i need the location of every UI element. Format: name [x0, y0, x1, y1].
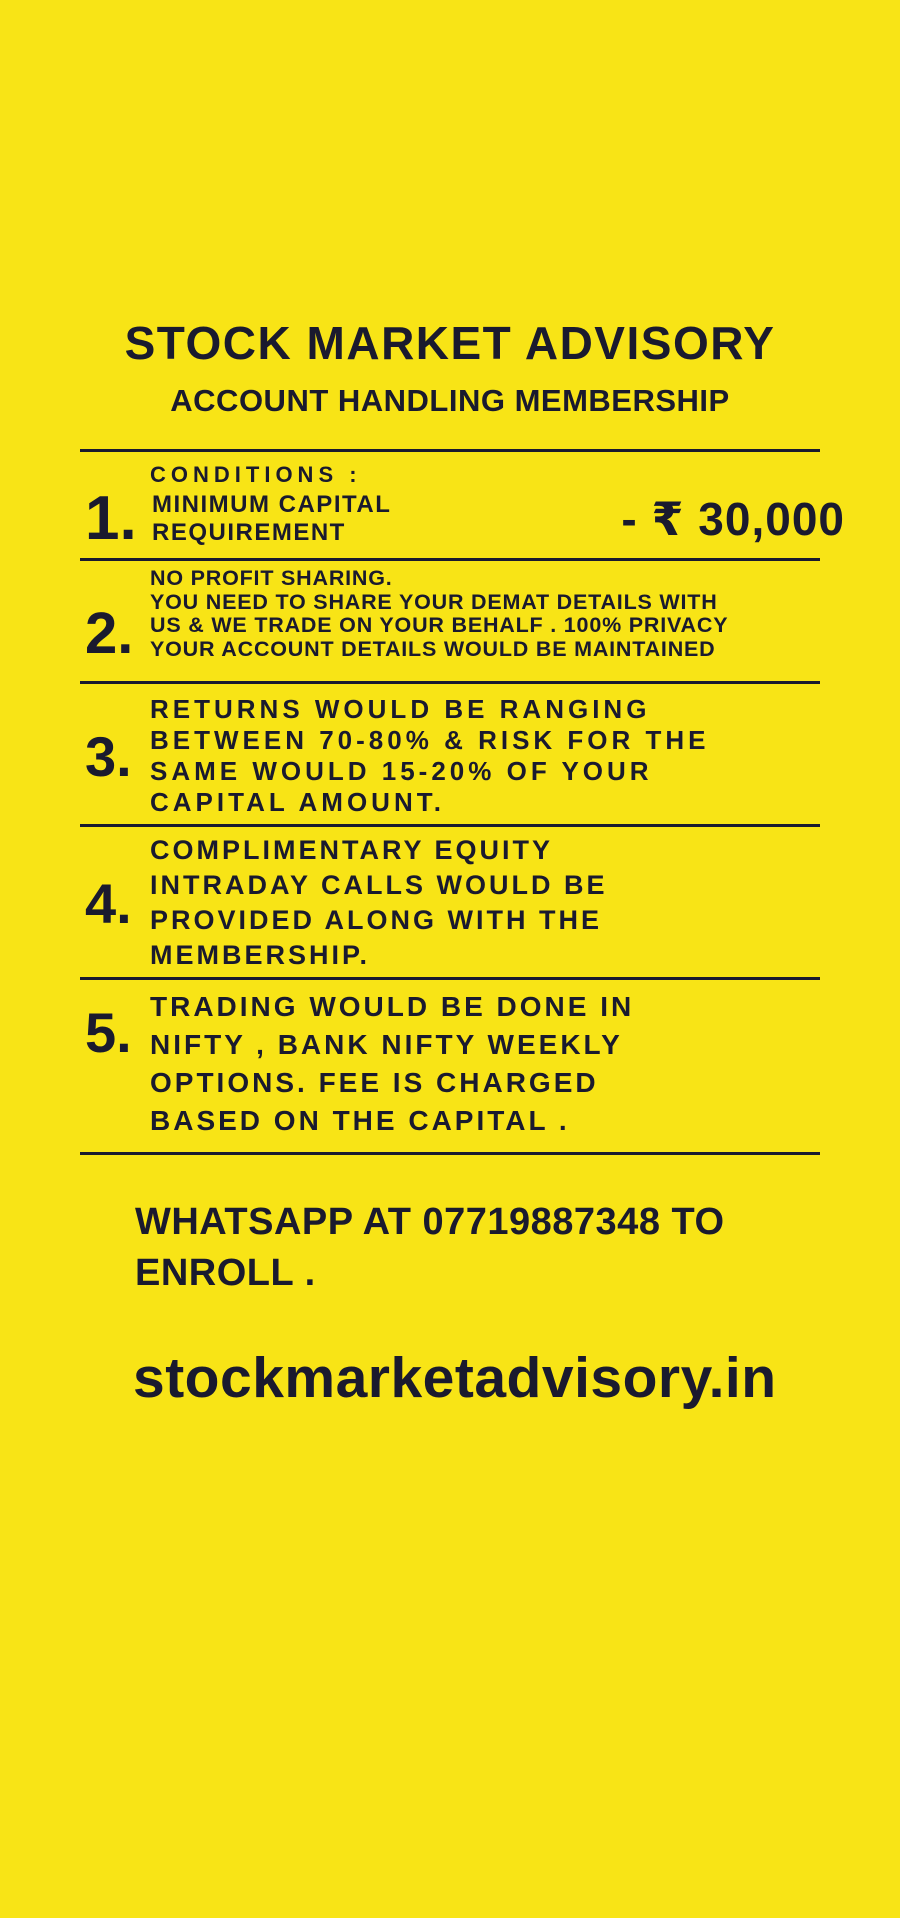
item-text-line: INTRADAY CALLS WOULD BE	[150, 870, 608, 901]
item-text-line: PROVIDED ALONG WITH THE	[150, 905, 602, 936]
page-title: STOCK MARKET ADVISORY	[124, 317, 776, 369]
whatsapp-enroll-text	[135, 1197, 840, 1299]
capital-requirement-label: MINIMUM CAPITAL REQUIREMENT	[152, 491, 391, 547]
section-2-text	[150, 567, 728, 661]
section-4	[0, 833, 900, 973]
item-text-line: SAME WOULD 15-20% OF YOUR	[150, 756, 653, 787]
item-number-4: 4.	[85, 871, 132, 935]
section-5	[0, 988, 900, 1140]
item-text-line: OPTIONS. FEE IS CHARGED	[150, 1067, 599, 1099]
capital-amount-value: - ₹ 30,000	[621, 493, 845, 546]
item-text-line: RETURNS WOULD BE RANGING	[150, 694, 651, 725]
section-1	[0, 461, 900, 553]
divider	[80, 977, 820, 980]
item-text-line: US & WE TRADE ON YOUR BEHALF . 100% PRIVACY	[150, 613, 729, 638]
section-2	[0, 566, 900, 667]
divider	[80, 558, 820, 561]
item-number-1: 1.	[85, 483, 137, 553]
divider	[80, 449, 820, 452]
item-text-line: YOU NEED TO SHARE YOUR DEMAT DETAILS WITH	[150, 589, 718, 614]
item-text-line: BASED ON THE CAPITAL .	[150, 1105, 570, 1137]
item-text-line: BETWEEN 70-80% & RISK FOR THE	[150, 725, 710, 756]
item-number-5: 5.	[85, 1001, 132, 1065]
section-3	[0, 694, 900, 818]
section-3-text	[150, 694, 710, 818]
page-subtitle: ACCOUNT HANDLING MEMBERSHIP	[170, 382, 730, 418]
item-text-line: MEMBERSHIP.	[150, 940, 371, 971]
poster	[0, 318, 900, 1918]
website-url: stockmarketadvisory.in	[133, 1346, 777, 1411]
item-text-line: NO PROFIT SHARING.	[150, 566, 393, 591]
section-5-text	[150, 988, 634, 1140]
conditions-label: CONDITIONS :	[150, 461, 362, 487]
whatsapp-line-2: ENROLL .	[135, 1252, 316, 1295]
section-4-text	[150, 833, 608, 973]
item-text-line: CAPITAL AMOUNT.	[150, 787, 445, 818]
divider	[80, 1152, 820, 1155]
item-number-2: 2.	[85, 601, 134, 667]
divider	[80, 824, 820, 827]
divider	[80, 681, 820, 684]
item-text-line: TRADING WOULD BE DONE IN	[150, 991, 635, 1023]
item-text-line: YOUR ACCOUNT DETAILS WOULD BE MAINTAINED	[150, 636, 716, 661]
item-text-line: COMPLIMENTARY EQUITY	[150, 835, 554, 866]
item-number-3: 3.	[85, 724, 132, 788]
whatsapp-line-1: WHATSAPP AT 07719887348 TO	[135, 1201, 725, 1244]
item-text-line: NIFTY , BANK NIFTY WEEKLY	[150, 1029, 623, 1061]
